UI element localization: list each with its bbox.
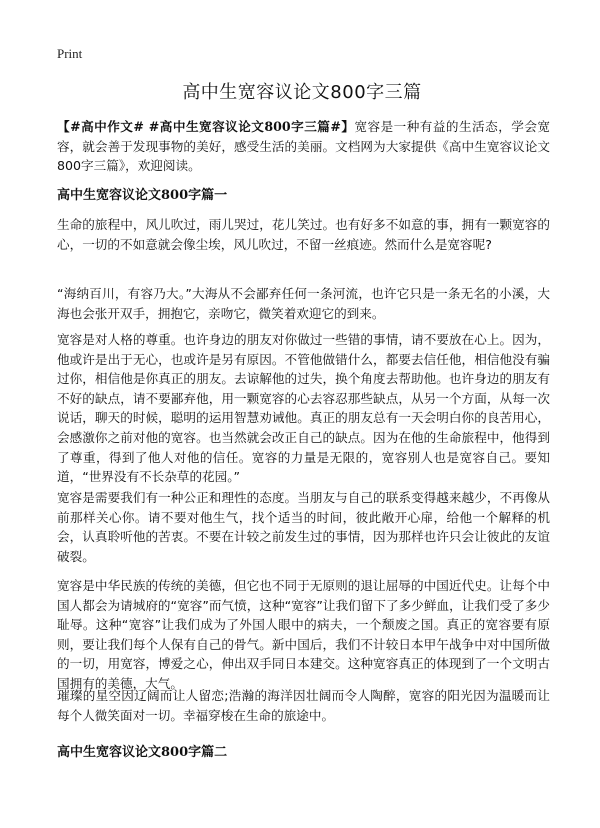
intro-paragraph bbox=[57, 117, 550, 176]
section1-paragraph-1: 生命的旅程中，风儿吹过，雨儿哭过，花儿笑过。也有好多不如意的事，拥有一颗宽容的心，一切的不如意就会像尘埃，风儿吹过，不留一丝痕迹。然而什么是宽容呢? bbox=[57, 217, 550, 252]
section-heading-2: 高中生宽容议论文800字篇二 bbox=[57, 745, 228, 760]
section1-paragraph-5: 宽容是中华民族的传统的美德，但它也不同于无原则的退让屈辱的中国近代史。让每个中国人都会为请城府的“宽容”而气愤，这种“宽容”让我们留下了多少鲜血，让我们受了多少耻辱。这种“宽容”让我们成为了外国人眼中的病夫，一个颓废之国。真正的宽容要有原则，要让我们每个人保有自己的骨气。新中国后，我们不计较日本甲午战争中对中国所做的一切，用宽容，博爱之心，伸出双手同日本建交。这种宽容真正的体现到了一个文明古国拥有的美德，大气。 bbox=[57, 578, 550, 691]
section1-paragraph-3: 宽容是对人格的尊重。也许身边的朋友对你做过一些错的事情，请不要放在心上。因为，他或许是出于无心，也或许是另有原因。不管他做错什么，都要去信任他，相信他没有骗过你，相信他是你真正的朋友。去谅解他的过失，换个角度去帮助他。也许身边的朋友有不好的缺点，请不要鄙弃他，用一颗宽容的心去容忍那些缺点，从另一个方面，从每一次说话，聊天的时候，聪明的运用智慧劝诫他。真正的朋友总有一天会明白你的良苦用心，会感激你之前对他的宽容。也当然就会改正自己的缺点。因为在他的生命旅程中，他得到了尊重，得到了他人对他的信任。宽容的力量是无限的，宽容别人也是宽容自己。要知道，“世界没有不长杂草的花园。” bbox=[57, 332, 550, 485]
section1-paragraph-2: “海纳百川，有容乃大。”大海从不会鄙弃任何一条河流，也许它只是一条无名的小溪，大海也会张开双手，拥抱它，亲吻它，微笑着欢迎它的到来。 bbox=[57, 286, 550, 321]
section1-paragraph-4: 宽容是需要我们有一种公正和理性的态度。当朋友与自己的联系变得越来越少，不再像从前那样关心你。请不要对他生气，找个适当的时间，彼此敞开心扉，给他一个解释的机会，认真聆听他的苦衷。不要在计较之前发生过的事情，因为那样也许只会让彼此的友谊破裂。 bbox=[57, 490, 550, 564]
section-heading-1: 高中生宽容议论文800字篇一 bbox=[57, 188, 228, 203]
print-label: Print bbox=[57, 46, 83, 61]
intro-tags: 【#高中作文# #高中生宽容议论文800字三篇#】 bbox=[57, 119, 355, 134]
intro-text: 宽容是一种有益的生活态，学会宽容，就会善于发现事物的美好，感受生活的美丽。文档网为大家提供《高中生宽容议论文800字三篇》，欢迎阅读。 bbox=[57, 119, 550, 174]
page-title: 高中生宽容议论文800字三篇 bbox=[182, 82, 422, 103]
section1-paragraph-6: 璀璨的星空因辽阔而让人留恋;浩瀚的海洋因壮阔而令人陶醉，宽容的阳光因为温暖而让每个人微笑面对一切。幸福穿梭在生命的旅途中。 bbox=[57, 688, 550, 723]
